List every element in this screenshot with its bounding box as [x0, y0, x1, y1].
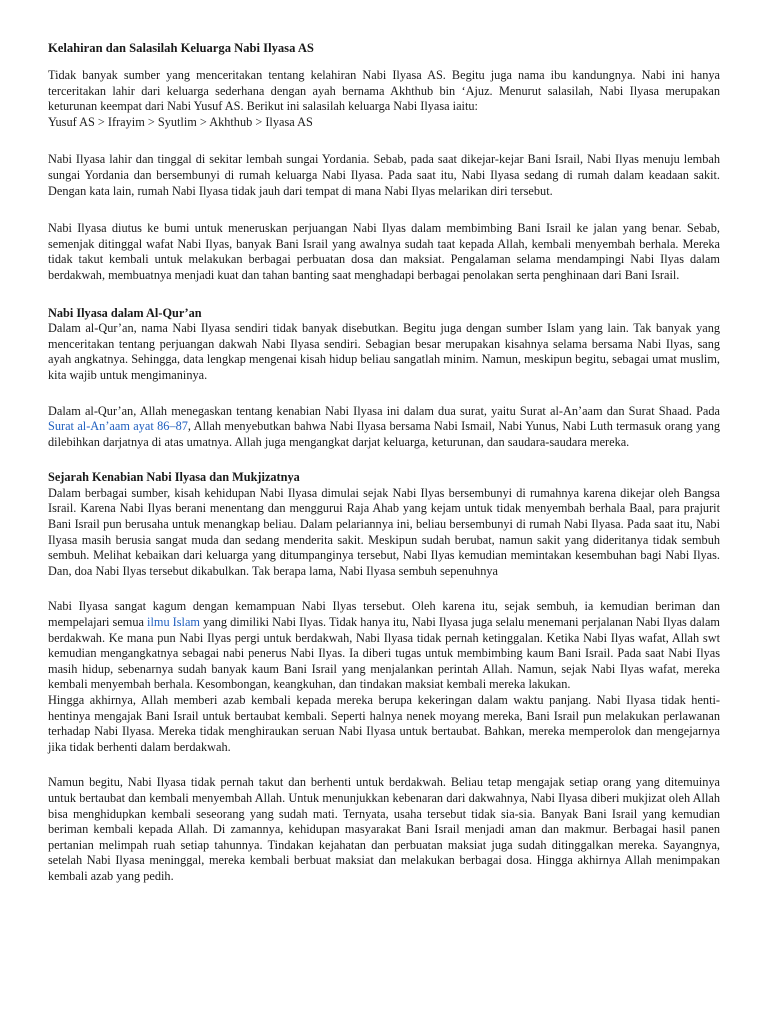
intro-paragraph [48, 68, 720, 130]
paragraph-birthplace: Nabi Ilyasa lahir dan tinggal di sekitar lembah sungai Yordania. Sebab, pada saat dikejar-kejar Bani Israil, Nabi Ilyas menuju lembah sungai Yordania dan bersembunyi di rumah keluarga Nabi Ilyasa. Pada saat itu, Nabi Ilyasa sedang di rumah dalam keadaan sakit. Dengan kata lain, rumah Nabi Ilyasa tidak jauh dari tempat di mana Nabi Ilyas melarikan diri tersebut. [48, 152, 720, 198]
paragraph-quran-mentions: Dalam al-Qur’an, nama Nabi Ilyasa sendiri tidak banyak disebutkan. Begitu juga dengan sumber Islam yang lain. Tak banyak yang menceritakan tentang perjuangan dakwah Nabi Ilyasa sendiri. Sebagian besar merupakan kisahnya selama bersama Nabi Ilyas, sang ayah angkatnya. Sehingga, data lengkap mengenai kisah hidup beliau sangatlah minim. Namun, meskipun begitu, sebagai umat muslim, kita wajib untuk mengimaninya. [48, 321, 720, 382]
discipleship-text-before: Nabi Ilyasa sangat kagum dengan kemampuan Nabi Ilyas tersebut. Oleh karena itu, sejak sembuh, ia kemudian beriman dan mempelajari semua [48, 599, 720, 630]
discipleship-text-after: yang dimiliki Nabi Ilyas. Tidak hanya itu, Nabi Ilyasa juga selalu menemani perjalanan Nabi Ilyas dalam berdakwah. Ke mana pun Nabi Ilyas pergi untuk berdakwah, Nabi Ilyasa tidak pernah ketinggalan. Ketika Nabi Ilyas wafat, Allah swt kemudian mengangkatnya sebagai nabi penerus Nabi Ilyas. Ia diberi tugas untuk membimbing kaum Bani Israil. Pada saat Nabi Ilyas masih hidup, sebenarnya sudah banyak kaum Bani Israil yang menjalankan perintah Allah. Namun, sejak Nabi Ilyas wafat, mereka kembali menyembah berhala. Kesombongan, keangkuhan, dan tindakan maksiat kembali mereka lakukan. [48, 615, 720, 692]
page-title: Kelahiran dan Salasilah Keluarga Nabi Ilyasa AS [48, 41, 314, 55]
section-title-quran: Nabi Ilyasa dalam Al-Qur’an [48, 305, 202, 320]
paragraph-mission: Nabi Ilyasa diutus ke bumi untuk meneruskan perjuangan Nabi Ilyas dalam membimbing Bani Israil ke jalan yang benar. Sebab, semenjak ditinggal wafat Nabi Ilyas, banyak Bani Israil yang awalnya sudah taat kepada Allah, kembali menyembah berhala. Mereka tidak takut kembali untuk melakukan berbagai perbuatan dosa dan maksiat. Pengalaman selama mendampingi Nabi Ilyas dalam berdakwah, membuatnya menjadi kuat dan tahan banting saat menghadapi berbagai penolakan serta penghinaan dari Bani Israil. [48, 221, 720, 282]
surah-text-before: Dalam al-Qur’an, Allah menegaskan tentang kenabian Nabi Ilyasa ini dalam dua surat, yaitu Surat al-An’aam dan Surat Shaad. Pada [48, 403, 720, 418]
section-title-history: Sejarah Kenabian Nabi Ilyasa dan Mukjizatnya [48, 470, 300, 485]
ilmu-islam-link[interactable]: ilmu Islam [147, 615, 201, 630]
paragraph-discipleship [48, 599, 720, 693]
paragraph-history: Dalam berbagai sumber, kisah kehidupan Nabi Ilyasa dimulai sejak Nabi Ilyas bersembunyi di rumahnya karena dikejar oleh Bangsa Israil. Karena Nabi Ilyas berani menentang dan menggurui Raja Ahab yang kejam untuk tidak menyembah berhala Baal, para prajurit Bani Israil pun berusaha untuk menangkap beliau. Dalam pelariannya ini, beliau bersembunyi di rumah Nabi Ilyasa. Pada saat itu, Nabi Ilyasa masih berusia sangat muda dan sedang menderita sakit. Meskipun sudah berubat, namun sakit yang dideritanya tidak sembuh sembuh. Melihat kebaikan dari keluarga yang ditumpanginya tersebut, Nabi Ilyas kemudian memintakan kesembuhan bagi Nabi Ilyas. Dan, doa Nabi Ilyas tersebut dikabulkan. Tak berapa lama, Nabi Ilyasa sembuh sepenuhnya [48, 485, 720, 578]
surah-text-after: , Allah menyebutkan bahwa Nabi Ilyasa bersama Nabi Ismail, Nabi Yunus, Nabi Luth termasuk orang yang dilebihkan darjatnya di atas umatnya. Allah juga mengangkat darjat keluarga, keturunan, dan saudara-saudara mereka. [48, 419, 720, 449]
intro-text: Tidak banyak sumber yang menceritakan tentang kelahiran Nabi Ilyasa AS. Begitu juga nama ibu kandungnya. Nabi ini hanya terceritakan lahir dari keluarga sederhana dengan ayah bernama Akhthub bin ‘Ajuz. Menurut salasilah, Nabi Ilyasa merupakan keturunan keempat dari Nabi Yusuf AS. Berikut ini salasilah keluarga Nabi Ilyasa iaitu: [48, 68, 720, 114]
paragraph-quran-surah [48, 404, 720, 451]
lineage-line: Yusuf AS > Ifrayim > Syutlim > Akhthub > Ilyasa AS [48, 114, 313, 129]
surah-link[interactable]: Surat al-An’aam ayat 86–87 [48, 419, 188, 434]
paragraph-punishment: Hingga akhirnya, Allah memberi azab kembali kepada mereka berupa kekeringan dalam waktu panjang. Nabi Ilyasa tidak henti-hentinya mengajak Bani Israil untuk bertaubat kembali. Seperti halnya nenek moyang mereka, Bani Israil pun melakukan perlawanan terhadap Nabi Ilyasa. Mereka tidak menghiraukan seruan Nabi Ilyasa untuk bertaubat. Bahkan, mereka memperolok dan mengejarnya jika tidak berhenti dalam berdakwah. [48, 693, 720, 754]
paragraph-miracle: Namun begitu, Nabi Ilyasa tidak pernah takut dan berhenti untuk berdakwah. Beliau tetap mengajak setiap orang yang ditemuinya untuk bertaubat dan kembali menyembah Allah. Untuk menunjukkan kebenaran dari dakwahnya, Nabi Ilyasa diberi mukjizat oleh Allah bisa menghidupkan kembali seseorang yang sudah mati. Ternyata, usaha tersebut tidak sia-sia. Banyak Bani Israil yang kemudian beriman kembali kepada Allah. Di zamannya, kehidupan masyarakat Bani Israil menjadi aman dan makmur. Berbagai hasil panen pertanian melimpah ruah setiap tahunnya. Tindakan kejahatan dan perbuatan maksiat juga sudah ditinggalkan mereka. Sayangnya, setelah Nabi Ilyasa meninggal, mereka kembali berbuat maksiat dan melakukan berbagai dosa. Hingga akhirnya Allah menimpakan kembali azab yang pedih. [48, 775, 720, 883]
